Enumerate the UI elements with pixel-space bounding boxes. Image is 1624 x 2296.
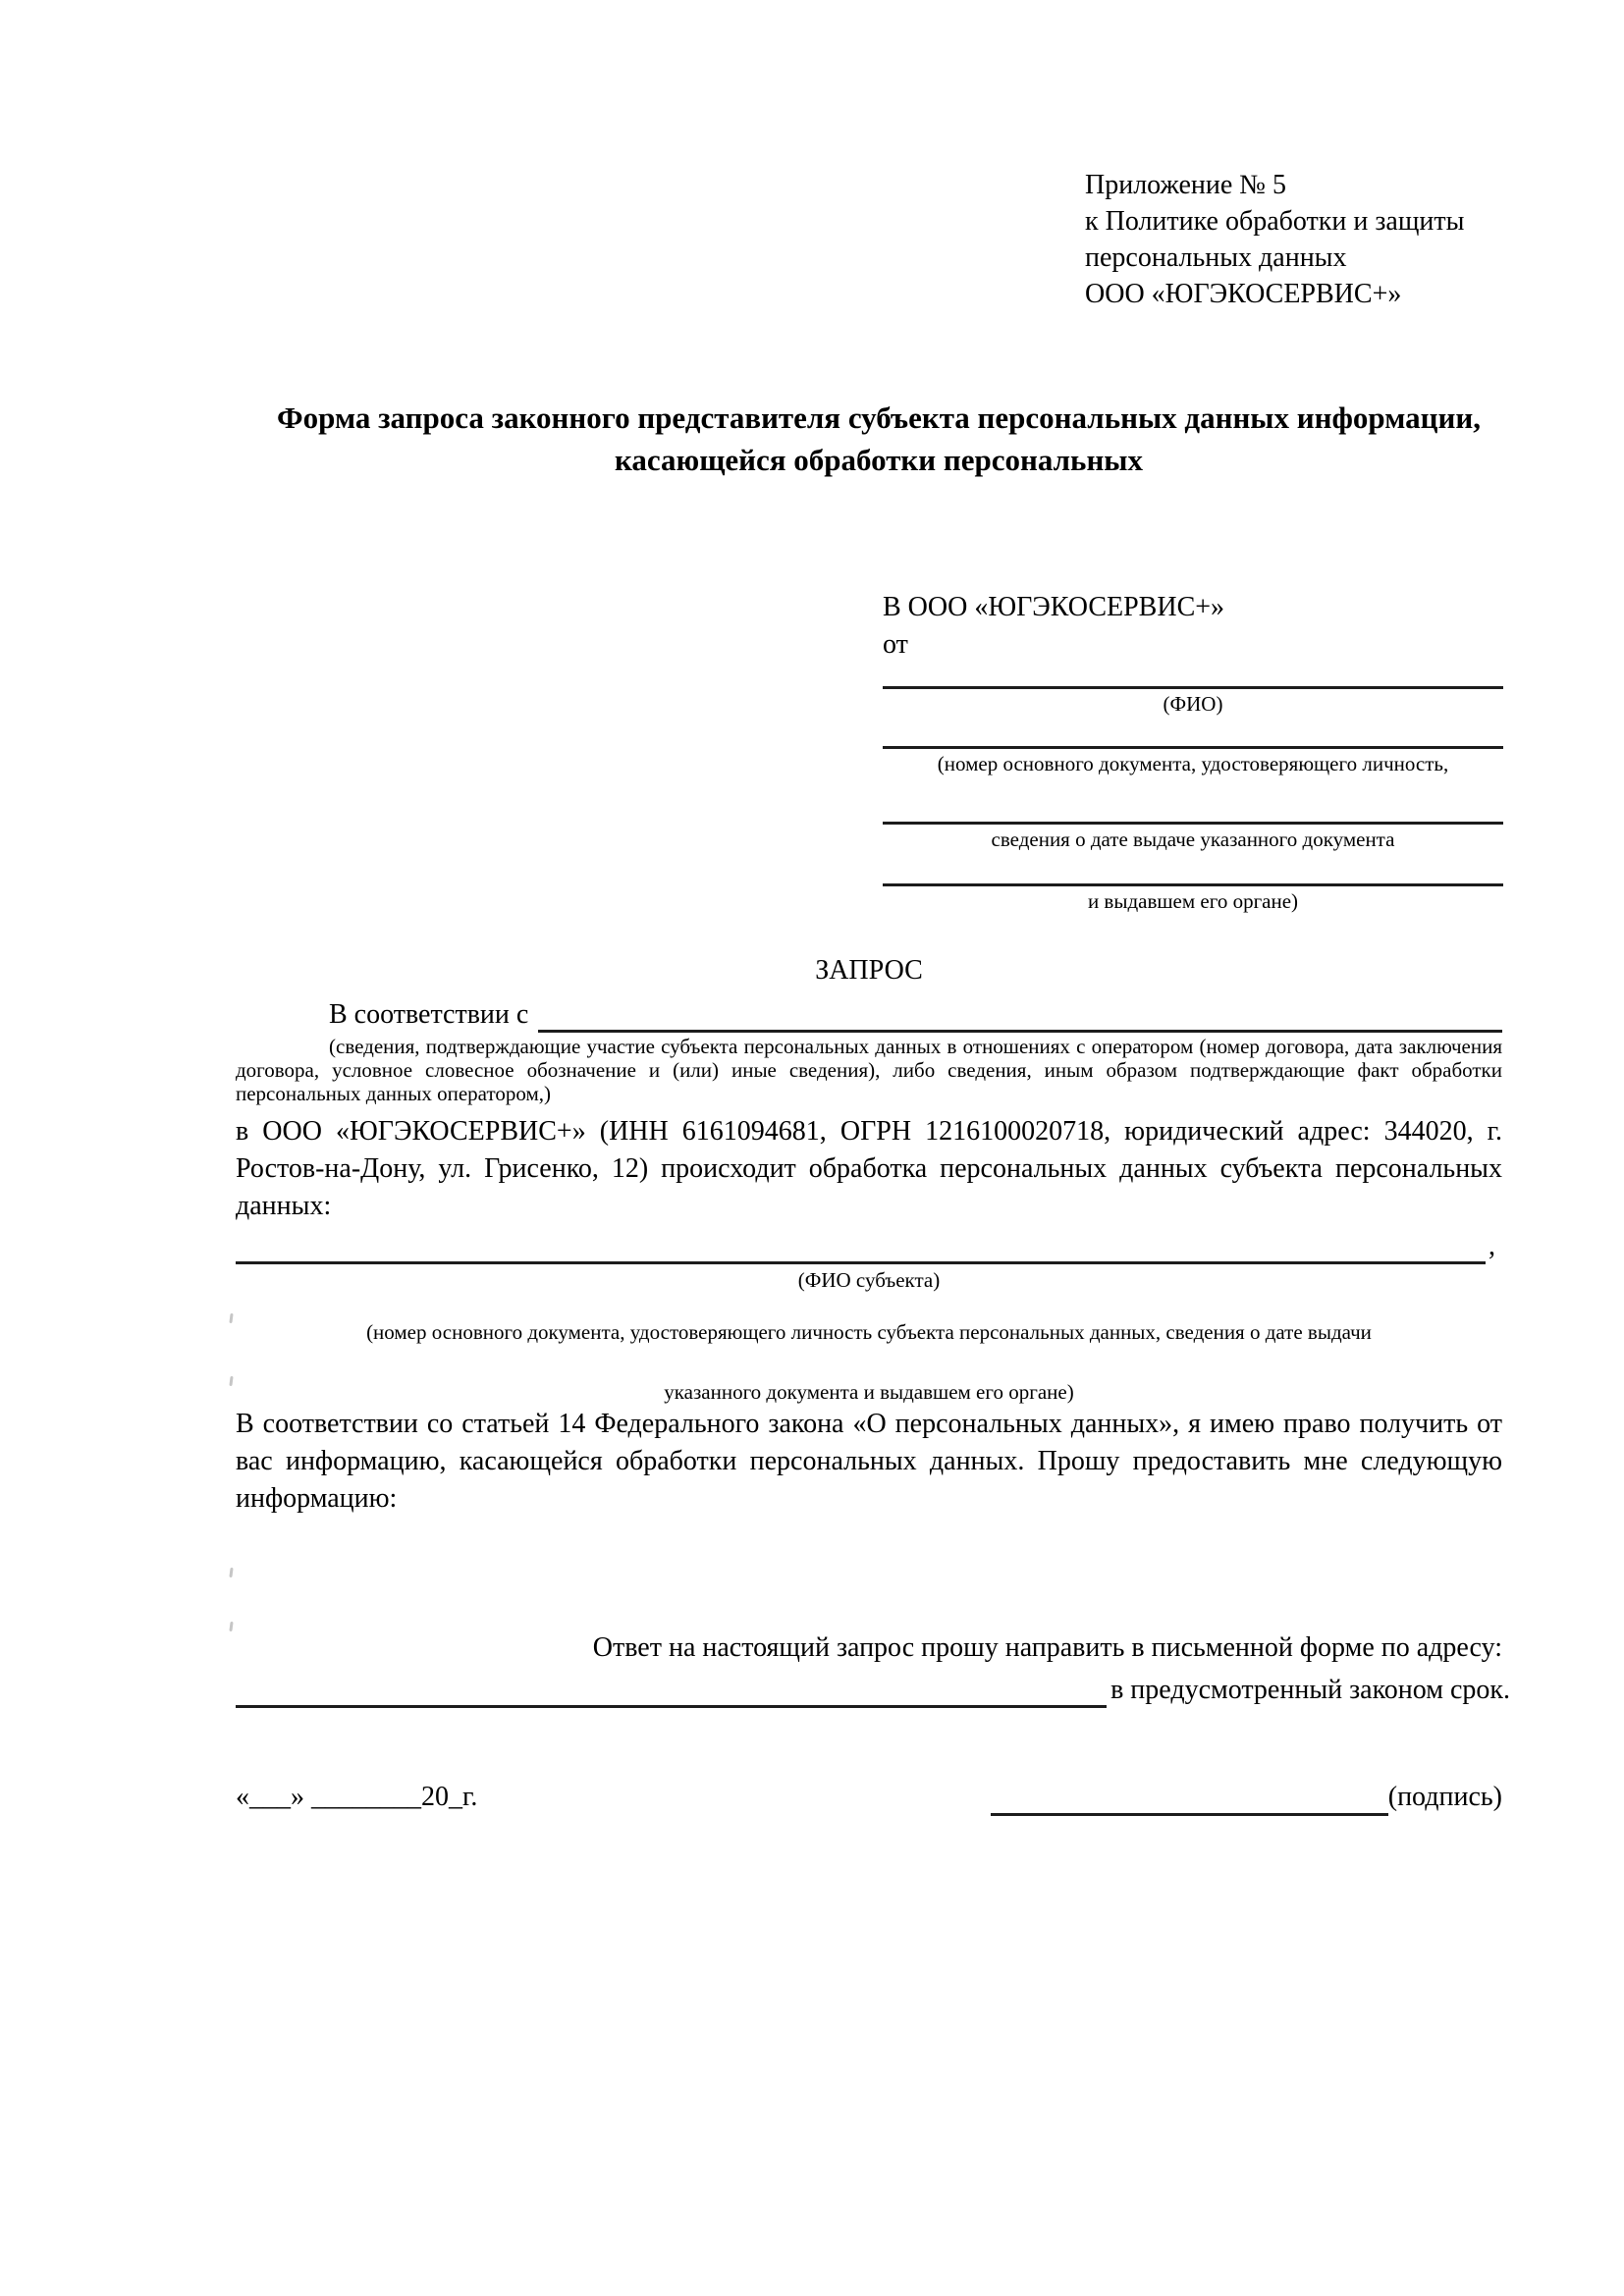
lead-text: В соответствии с [329,999,529,1030]
date-line: «___» ________20_г. [236,1782,478,1812]
caption-subject-fio: (ФИО субъекта) [797,1268,941,1292]
lead-line [236,997,1502,1033]
fill-line-subject-fio [236,1229,1486,1264]
reply-suffix: в предусмотренный законом срок. [1110,1675,1510,1705]
addressee-block [883,589,1503,914]
reply-address-line [236,1673,1510,1708]
caption-subject-document-1: (номер основного документа, удостоверяющего личность субъекта персональных данных, сведения о дате выдачи [366,1320,1372,1344]
addressee-to: В ООО «ЮГЭКОСЕРВИС+» [883,592,1225,622]
appendix-policy-line: к Политике обработки и защиты [1085,206,1465,237]
appendix-policy-line2: персональных данных [1085,242,1347,273]
operator-paragraph: в ООО «ЮГЭКОСЕРВИС+» (ИНН 6161094681, ОГРН 1216100020718, юридический адрес: 344020, г. Ростов-на-Дону, ул. Грисенко, 12) происходит обработка персональных данных субъекта персональных данных: [236,1116,1502,1221]
request-heading: ЗАПРОС [815,955,923,986]
fill-line-issuing-authority [883,852,1503,886]
caption-subject-document-2: указанного документа и выдавшем его органе) [664,1380,1074,1404]
addressee-from-label: от [883,629,908,660]
fill-line-reply-address [236,1673,1107,1708]
caption-signature: (подпись) [1387,1782,1502,1812]
lead-caption: (сведения, подтверждающие участие субъекта персональных данных в отношениях с оператором (номер договора, дата заключения договора, условное словесное обозначение и (или) иные сведения), либо сведения, иным образом подтверждающие факт обработки персональных данных оператором,) [236,1035,1502,1105]
fill-line-id-document [883,717,1503,749]
law-paragraph: В соответствии со статьей 14 Федерального закона «О персональных данных», я имею право получить от вас информацию, касающейся обработки персональных данных. Прошу предоставить мне следующую информацию: [236,1409,1502,1514]
caption-fio: (ФИО) [1163,692,1223,716]
fill-line-fio [883,664,1503,689]
appendix-number: Приложение № 5 [1085,170,1286,200]
margin-speck [229,1313,233,1323]
appendix-header [1085,167,1464,312]
fill-line-signature [991,1781,1388,1816]
company-name: ООО «ЮГЭКОСЕРВИС+» [1085,279,1402,309]
fill-line-issue-date [883,776,1503,825]
fill-line-basis [538,997,1502,1033]
reply-paragraph: Ответ на настоящий запрос прошу направить в письменной форме по адресу: [592,1632,1502,1663]
caption-issuing-authority: и выдавшем его органе) [1087,889,1299,913]
margin-speck [229,1376,233,1386]
caption-issue-date: сведения о дате выдаче указанного документа [991,828,1395,851]
subject-fill-line [236,1229,1495,1264]
signature-group [991,1779,1502,1816]
subject-line-comma: , [1489,1231,1495,1261]
margin-speck [229,1622,233,1631]
caption-id-document: (номер основного документа, удостоверяющего личность, [937,752,1449,775]
document-title: Форма запроса законного представителя субъекта персональных данных информации, касающейся обработки персональных [277,400,1481,477]
margin-speck [229,1568,233,1577]
date-signature-row [236,1779,1502,1816]
